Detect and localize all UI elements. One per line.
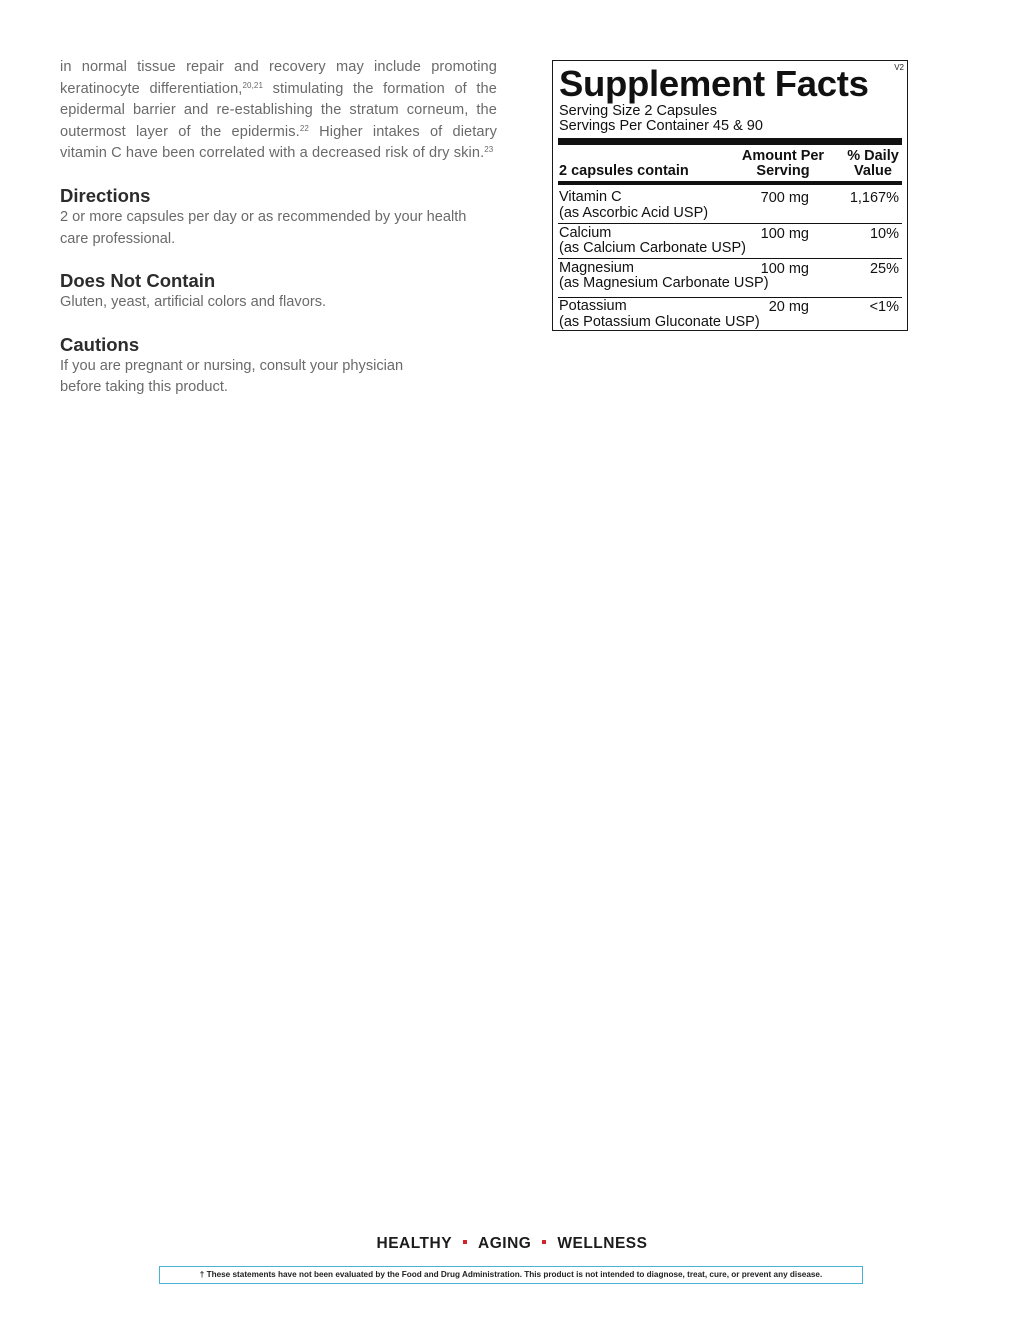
tagline-separator-dot <box>542 1240 546 1244</box>
row-divider <box>558 258 902 259</box>
supplement-facts-title: Supplement Facts <box>559 63 869 104</box>
nutrient-source: (as Magnesium Carbonate USP) <box>559 275 769 291</box>
column-header-dv-line: % Daily <box>847 148 899 164</box>
nutrient-daily-value: <1% <box>869 299 899 315</box>
nutrient-amount: 100 mg <box>760 226 809 242</box>
nutrient-name: Calcium <box>559 225 612 241</box>
nutrient-source: (as Potassium Gluconate USP) <box>559 314 760 330</box>
fda-disclaimer: † These statements have not been evaluated by the Food and Drug Administration. This product is not intended to diagnose, treat, cure, or prevent any disease. <box>159 1266 863 1284</box>
column-header-label: 2 capsules contain <box>559 163 689 179</box>
nutrient-source: (as Calcium Carbonate USP) <box>559 240 746 256</box>
intro-paragraph <box>60 57 497 165</box>
does-not-contain-heading: Does Not Contain <box>60 270 216 292</box>
tagline-word: HEALTHY <box>376 1235 453 1252</box>
row-divider <box>558 223 902 224</box>
cautions-section <box>60 334 497 399</box>
divider-thick <box>558 138 902 145</box>
intro-text: stimulating the formation of the epidermal barrier and re-establishing the stratum corneum, the outermost layer of the epidermis. <box>60 80 497 140</box>
column-header-amount-line: Amount Per <box>741 148 825 164</box>
supplement-facts-panel <box>552 60 908 331</box>
cautions-text-line: before taking this product. <box>60 379 228 396</box>
tagline-separator-dot <box>463 1240 467 1244</box>
column-header-dv-line: Value <box>854 163 892 179</box>
directions-text: 2 or more capsules per day or as recommended by your health care professional. <box>60 208 467 247</box>
nutrient-daily-value: 1,167% <box>849 190 899 206</box>
footer-tagline <box>0 1235 1024 1253</box>
intro-text: Higher intakes of dietary vitamin C have been correlated with a decreased risk of dry skin. <box>60 123 497 162</box>
nutrient-name: Vitamin C <box>559 189 622 205</box>
nutrient-name: Potassium <box>559 298 627 314</box>
directions-section <box>60 185 497 250</box>
does-not-contain-section <box>60 270 497 314</box>
nutrient-name: Magnesium <box>559 260 634 276</box>
column-header-amount <box>733 149 833 179</box>
tagline-word: AGING <box>478 1235 532 1252</box>
version-label: V2 <box>894 63 904 72</box>
divider-medium <box>558 181 902 185</box>
reference-superscript: 23 <box>484 145 494 155</box>
does-not-contain-text: Gluten, yeast, artificial colors and flavors. <box>60 294 327 311</box>
reference-superscript: 20,21 <box>242 80 263 90</box>
intro-text: in normal tissue repair and recovery may include promoting keratinocyte differentiation, <box>60 59 497 97</box>
column-header-amount-line: Serving <box>756 163 810 179</box>
directions-heading: Directions <box>60 184 151 206</box>
nutrient-amount: 20 mg <box>768 299 809 315</box>
servings-per-container: Servings Per Container 45 & 90 <box>559 118 763 134</box>
nutrient-amount: 100 mg <box>760 261 809 277</box>
nutrient-amount: 700 mg <box>760 190 809 206</box>
tagline-word: WELLNESS <box>557 1235 648 1252</box>
cautions-text-line: If you are pregnant or nursing, consult your physician <box>60 357 404 374</box>
column-header-daily-value <box>837 149 909 179</box>
left-column <box>60 57 497 399</box>
nutrient-source: (as Ascorbic Acid USP) <box>559 205 709 221</box>
reference-superscript: 22 <box>299 123 309 133</box>
nutrient-daily-value: 10% <box>869 226 899 242</box>
serving-size: Serving Size 2 Capsules <box>559 103 717 119</box>
cautions-heading: Cautions <box>60 333 140 355</box>
nutrient-daily-value: 25% <box>869 261 899 277</box>
